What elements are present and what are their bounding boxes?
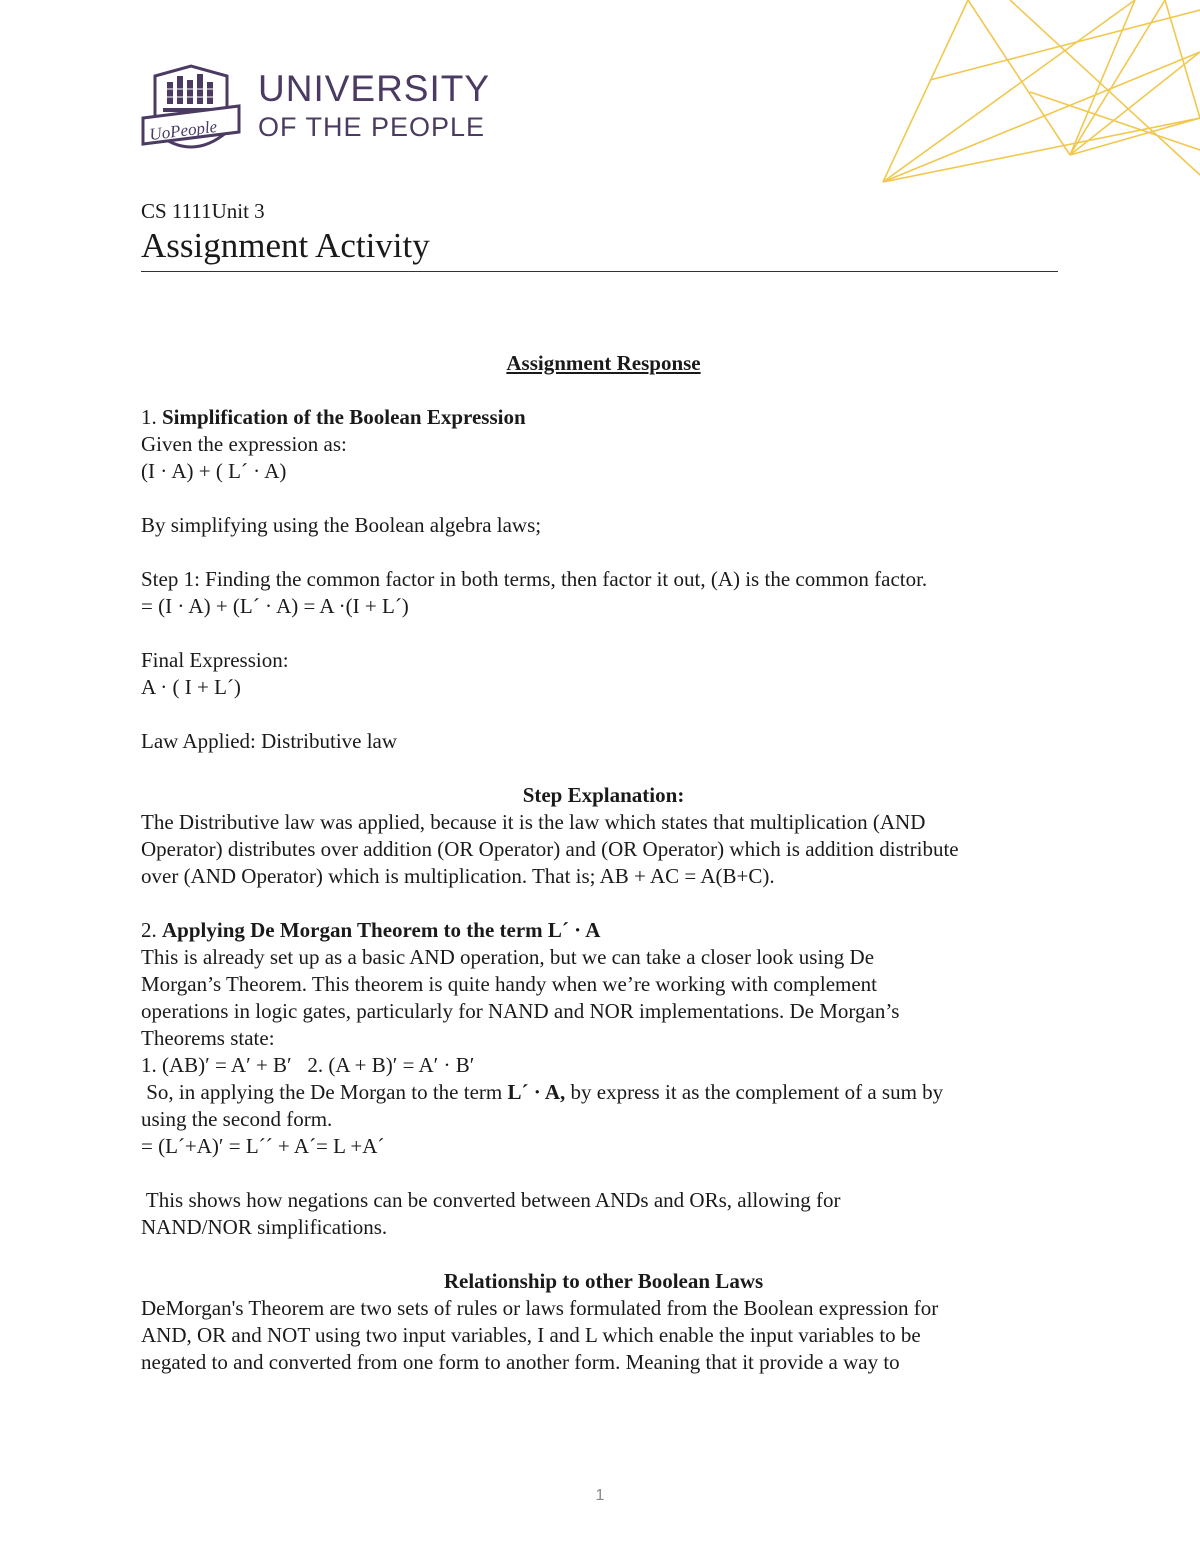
document-title: Assignment Activity bbox=[141, 226, 430, 265]
step-explanation-line: The Distributive law was applied, because it is the law which states that multiplication (AND bbox=[141, 810, 926, 834]
relationship-line: negated to and converted from one form to another form. Meaning that it provide a way to bbox=[141, 1350, 900, 1374]
course-code: CS 1111Unit 3 bbox=[141, 199, 265, 223]
q1-expression: (I · A) + ( L´ · A) bbox=[141, 459, 287, 483]
q1-step-1: Step 1: Finding the common factor in both terms, then factor it out, (A) is the common factor. bbox=[141, 567, 928, 591]
q1-final-label: Final Expression: bbox=[141, 648, 289, 672]
q2-line: operations in logic gates, particularly for NAND and NOR implementations. De Morgan’s bbox=[141, 999, 900, 1023]
section-heading: Assignment Response bbox=[506, 351, 701, 375]
question-1-heading: 1. Simplification of the Boolean Expression bbox=[141, 405, 526, 429]
q2-line: So, in applying the De Morgan to the term L´ · A, by express it as the complement of a sum by bbox=[141, 1080, 944, 1104]
question-2-heading: 2. Applying De Morgan Theorem to the term L´ · A bbox=[141, 918, 601, 942]
q2-line: Theorems state: bbox=[141, 1026, 275, 1050]
page-number: 1 bbox=[595, 1487, 605, 1504]
q1-line: By simplifying using the Boolean algebra laws; bbox=[141, 513, 542, 537]
q1-step-1-expression: = (I · A) + (L´ · A) = A ·(I + L´) bbox=[141, 594, 409, 618]
relationship-heading: Relationship to other Boolean Laws bbox=[443, 1269, 764, 1293]
q2-line: This shows how negations can be converted between ANDs and ORs, allowing for bbox=[141, 1188, 841, 1212]
q2-line: NAND/NOR simplifications. bbox=[141, 1215, 388, 1239]
q1-final-expression: A · ( I + L´) bbox=[141, 675, 241, 699]
document-body bbox=[141, 350, 1066, 1376]
relationship-line: AND, OR and NOT using two input variables, I and L which enable the input variables to be bbox=[141, 1323, 921, 1347]
q2-line: using the second form. bbox=[141, 1107, 333, 1131]
relationship-line: DeMorgan's Theorem are two sets of rules or laws formulated from the Boolean expression for bbox=[141, 1296, 939, 1320]
q1-law-applied: Law Applied: Distributive law bbox=[141, 729, 398, 753]
logo-wordmark-line1: UNIVERSITY bbox=[258, 68, 491, 109]
step-explanation-line: Operator) distributes over addition (OR Operator) and (OR Operator) which is addition distribute bbox=[141, 837, 959, 861]
q1-line: Given the expression as: bbox=[141, 432, 347, 456]
step-explanation-line: over (AND Operator) which is multiplication. That is; AB + AC = A(B+C). bbox=[141, 864, 775, 888]
q2-line: Morgan’s Theorem. This theorem is quite handy when we’re working with complement bbox=[141, 972, 878, 996]
svg-text:UoPeople: UoPeople bbox=[148, 116, 219, 145]
logo-wordmark-line2: OF THE PEOPLE bbox=[258, 112, 486, 142]
step-explanation-heading: Step Explanation: bbox=[522, 783, 685, 807]
q2-theorems: 1. (AB)′ = A′ + B′ 2. (A + B)′ = A′ · B′ bbox=[141, 1053, 475, 1077]
title-divider bbox=[141, 271, 1058, 272]
q2-line: This is already set up as a basic AND operation, but we can take a closer look using De bbox=[141, 945, 875, 969]
q2-expression: = (L´+A)′ = L´´ + A´= L +A´ bbox=[141, 1134, 385, 1158]
